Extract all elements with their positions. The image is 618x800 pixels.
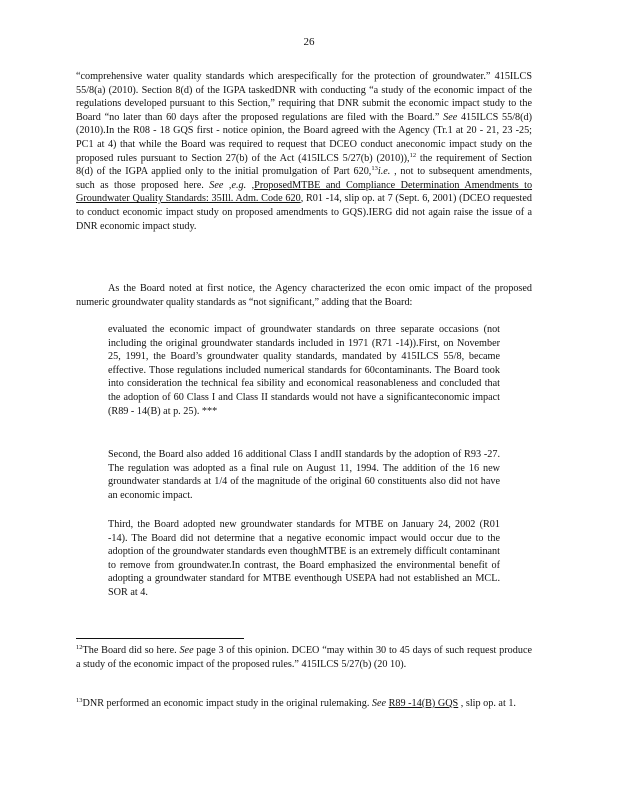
- footnote-divider: [76, 638, 244, 639]
- block-quote-first: evaluated the economic impact of groundwater standards on three separate occasions (not including the original groundwater standards included in 1971 (R71 -14)).First, on November 25, 1991, the Board’s groundwater quality standards, mandated by 415ILCS 55/8, became effective. Those regulations included numerical standards for 60contaminants. The Board took into consideration the technical fea sibility and economical reasonableness and concluded that the adoption of 60 Class I and Class II standards would not have a significanteconomic impact (R89 - 14(B) at p. 25). ***: [108, 324, 500, 417]
- footnote-ref-12[interactable]: 12: [409, 151, 417, 159]
- page-number: 26: [303, 36, 315, 48]
- paragraph-statutory-background: “comprehensive water quality standards which arespecifically for the protection of groundwater.” 415ILCS 55/8(a) (2010). Section 8(d) of the IGPA taskedDNR with conducting “a study of the economic impact of the regulations developed pursuant to this Section,” requiring that DNR submit the economic impact study to the Board “no later than 60 days after the proposed regulations are filed with the Board.” See 415ILCS 55/8(d) (2010).In the R08 - 18 GQS first - notice opinion, the Board agreed with the Agency (Tr.1 at 20 - 21, 23 -25; PC1 at 4) that while the Board was required to request that DCEO conduct aneconomic impact study on the proposed rules pursuant to Section 27(b) of the Act (415ILCS 5/27(b) (2010)),$^{12}$ the requirement of Section 8(d) of the IGPA applied only to the initial promulgation of Part 620,13i.e. , not to subsequent amendments, such as those proposed here. See ,e.g. ,ProposedMTBE and Compliance Determination Amendments to Groundwater Quality Standards: 35Ill. Adm. Code 620, R01 -14, slip op. at 7 (Sept. 6, 2001) (DCEO requested to conduct economic impact study on proposed amendments to GQS).IERG did not again raise the issue of a DNR economic impact study.: [76, 71, 533, 232]
- block-quote-second: Second, the Board also added 16 additional Class I andII standards by the adoption of R93 -27. The regulation was adopted as a final rule on August 11, 1994. The addition of the 16 new groundwater standards at 1/4 of the magnitude of the original 60 constituents also did not have an economic impact.: [108, 449, 500, 501]
- footnote-12: $^{12}$The Board did so here. See page 3 of this opinion. DCEO “may within 30 to 45 days of such request produce a study of the economic impact of the proposed rules.” 415ILCS 5/27(b) (20 10).: [76, 644, 532, 670]
- block-quote-third: Third, the Board adopted new groundwater standards for MTBE on January 24, 2002 (R01 -14). The Board did not determine that a negative economic impact would occur due to the adoption of the groundwater standards even thoughMTBE is an extremely difficult contaminant to remove from groundwater.In contrast, the Board emphasized the environmental benefit of adopting a groundwater standard for MTBE eventhough USEPA had not established an MCL. SOR at 4.: [108, 519, 500, 598]
- case-citation: ProposedMTBE and Compliance Determination Amendments to Groundwater Quality Standards: 35Ill. Adm. Code 620: [76, 179, 533, 205]
- footnote-13: $^{13}$DNR performed an economic impact study in the original rulemaking. See R89 -14(B) GQS , slip op. at 1.: [76, 697, 516, 709]
- paragraph-agency-characterization: As the Board noted at first notice, the Agency characterized the econ omic impact of the proposed numeric groundwater quality standards as “not significant,” adding that the Board:: [76, 283, 532, 308]
- footnote-ref-13[interactable]: 13: [371, 165, 378, 173]
